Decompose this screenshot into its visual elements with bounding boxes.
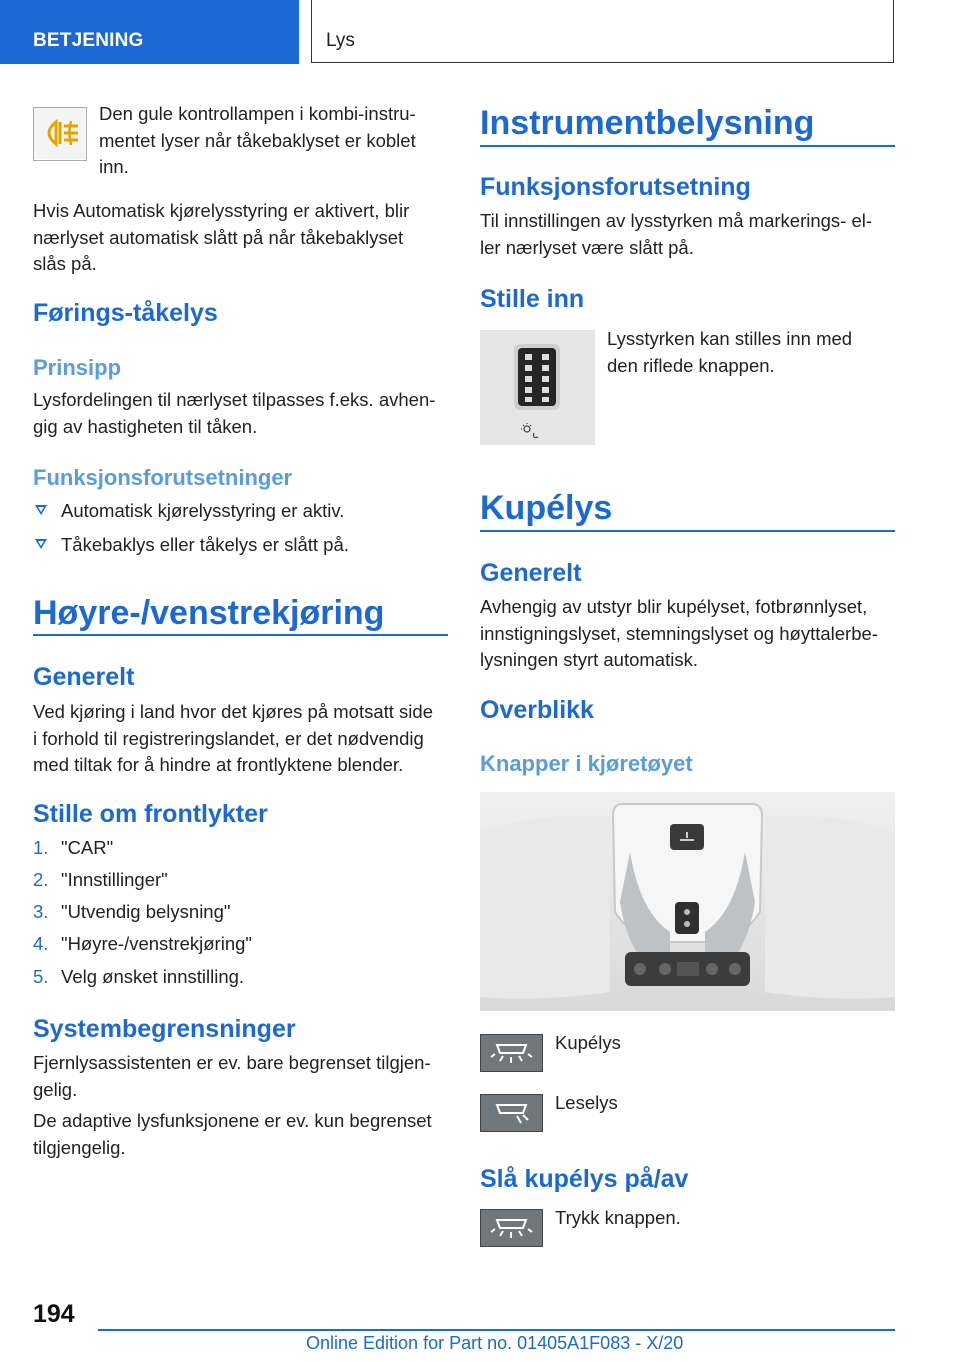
bullet-triangle-icon	[35, 539, 47, 549]
heading-hoyre-venstrekjoring: Høyre-/venstrekjøring	[33, 594, 385, 632]
heading-stille-om-frontlykter: Stille om frontlykter	[33, 800, 268, 828]
heading-rule	[480, 145, 895, 147]
interior-light-icon	[480, 1209, 543, 1247]
heading-rule	[33, 634, 448, 636]
bullet-triangle-icon	[35, 505, 47, 515]
heading-instrumentbelysning: Instrumentbelysning	[480, 104, 815, 142]
heading-generelt: Generelt	[33, 663, 135, 691]
indicator-description: Den gule kontrollampen i kombi-instru- mentet lyser når tåkebaklyset er koblet inn.	[99, 103, 416, 177]
footer-edition: Online Edition for Part no. 01405A1F083 - X/20	[306, 1333, 684, 1353]
rear-fog-indicator-icon	[33, 107, 87, 161]
heading-generelt-kupelys: Generelt	[480, 559, 582, 587]
footer-rule	[98, 1329, 895, 1331]
heading-kupelys: Kupélys	[480, 489, 613, 527]
generelt-text: Ved kjøring i land hvor det kjøres på motsatt side i forhold til registreringslandet, er det nødvendig med tiltak for å hindre at frontlyktene blender.	[33, 701, 433, 775]
step-text: "Utvendig belysning"	[61, 901, 231, 922]
heading-sla-kupelys: Slå kupélys på/av	[480, 1165, 689, 1193]
step-text: "Høyre-/venstrekjøring"	[61, 933, 252, 954]
step-text: "CAR"	[61, 837, 114, 858]
step-number: 2.	[33, 869, 49, 890]
heading-funksjonsforutsetning: Funksjonsforutsetning	[480, 173, 751, 201]
reading-light-icon	[480, 1094, 543, 1132]
heading-overblikk: Overblikk	[480, 696, 594, 724]
page-number: 194	[33, 1300, 75, 1328]
step-text: "Innstillinger"	[61, 869, 168, 890]
funksjon-text: Til innstillingen av lysstyrken må markerings- el- ler nærlyset være slått på.	[480, 210, 873, 258]
heading-systembegrensninger: Systembegrensninger	[33, 1015, 296, 1043]
sla-text: Trykk knappen.	[555, 1207, 681, 1228]
system-text-1: Fjernlysassistenten er ev. bare begrenset tilgjen- gelig.	[33, 1052, 431, 1100]
step-number: 4.	[33, 933, 49, 954]
heading-knapper-i-kjoretoyet: Knapper i kjøretøyet	[480, 751, 693, 776]
heading-forings-takelys: Førings-tåkelys	[33, 299, 218, 327]
stille-inn-text: Lysstyrken kan stilles inn med den riflede knappen.	[607, 328, 853, 376]
btn-label-leselys: Leselys	[555, 1092, 618, 1113]
btn-label-kupelys: Kupélys	[555, 1032, 621, 1053]
auto-light-paragraph: Hvis Automatisk kjørelysstyring er aktivert, blir nærlyset automatisk slått på når tåkebaklyset slås på.	[33, 200, 410, 274]
roof-console-image	[480, 792, 895, 1011]
heading-stille-inn: Stille inn	[480, 285, 585, 313]
interior-light-icon	[480, 1034, 543, 1072]
header-chapter: Lys	[326, 30, 355, 51]
header-chapter-tab	[311, 0, 894, 63]
heading-prinsipp: Prinsipp	[33, 355, 122, 380]
step-number: 1.	[33, 837, 49, 858]
header-section-tab	[0, 0, 299, 64]
dimmer-wheel-image	[480, 330, 595, 445]
list-item: Automatisk kjørelysstyring er aktiv.	[61, 500, 345, 521]
heading-rule	[480, 530, 895, 532]
list-item: Tåkebaklys eller tåkelys er slått på.	[61, 534, 349, 555]
heading-funksjonsforutsetninger: Funksjonsforutsetninger	[33, 465, 293, 490]
prinsipp-text: Lysfordelingen til nærlyset tilpasses f.eks. avhen- gig av hastigheten til tåken.	[33, 389, 436, 437]
system-text-2: De adaptive lysfunksjonene er ev. kun begrenset tilgjengelig.	[33, 1110, 432, 1158]
step-number: 3.	[33, 901, 49, 922]
step-number: 5.	[33, 966, 49, 987]
step-text: Velg ønsket innstilling.	[61, 966, 245, 987]
kupelys-generelt-text: Avhengig av utstyr blir kupélyset, fotbrønnlyset, innstigningslyset, stemningslyset og høyttalerbe- lysningen styrt automatisk.	[480, 596, 878, 670]
header-section: BETJENING	[33, 30, 144, 51]
